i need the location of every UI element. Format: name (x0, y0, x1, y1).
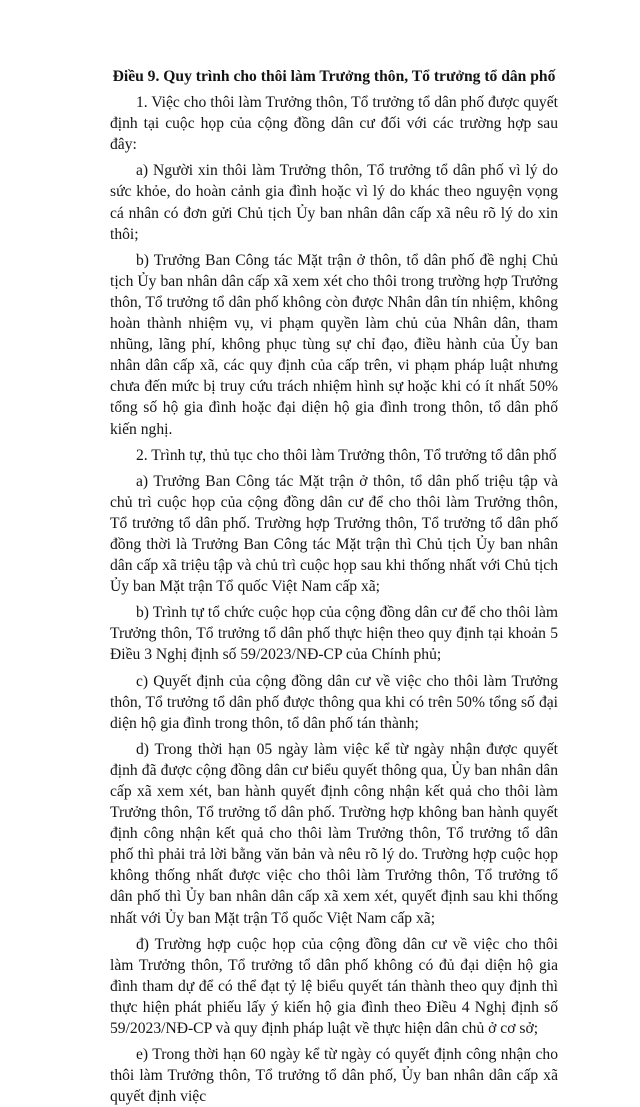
paragraph-2dd: đ) Trường hợp cuộc họp của cộng đồng dân cư về việc cho thôi làm Trưởng thôn, Tổ trưởng tổ dân phố không có đủ đại diện hộ gia đình tham dự để có thể đạt tỷ lệ biểu quyết tán thành theo quy định thì thực hiện phát phiếu lấy ý kiến hộ gia đình theo Điều 4 Nghị định số 59/2023/NĐ-CP và quy định pháp luật về thực hiện dân chủ ở cơ sở; (110, 935, 558, 1038)
paragraph-2: 2. Trình tự, thủ tục cho thôi làm Trưởng thôn, Tổ trưởng tổ dân phố (136, 446, 557, 464)
paragraph-1b: b) Trưởng Ban Công tác Mặt trận ở thôn, tổ dân phố đề nghị Chủ tịch Ủy ban nhân dân cấp xã xem xét cho thôi trong trường hợp Trưởng thôn, Tổ trưởng tổ dân phố không còn được Nhân dân tín nhiệm, không hoàn thành nhiệm vụ, vi phạm quyền làm chủ của Nhân dân, tham nhũng, lãng phí, không phục tùng sự chỉ đạo, điều hành của Ủy ban nhân dân cấp xã, các quy định của cấp trên, vi phạm pháp luật nhưng chưa đến mức bị truy cứu trách nhiệm hình sự hoặc khi có ít nhất 50% tổng số hộ gia đình hoặc đại diện hộ gia đình trong thôn, tổ dân phố kiến nghị. (110, 251, 558, 438)
paragraph-1: 1. Việc cho thôi làm Trưởng thôn, Tổ trưởng tổ dân phố được quyết định tại cuộc họp của cộng đồng dân cư đối với các trường hợp sau đây: (110, 94, 558, 154)
paragraph-2d: d) Trong thời hạn 05 ngày làm việc kể từ ngày nhận được quyết định đã được cộng đồng dân cư biểu quyết thông qua, Ủy ban nhân dân cấp xã xem xét, ban hành quyết định công nhận kết quả cho thôi làm Trưởng thôn, Tổ trưởng tổ dân phố. Trường hợp không ban hành quyết định công nhận kết quả cho thôi làm Trưởng thôn, Tổ trưởng tổ dân phố thì phải trả lời bằng văn bản và nêu rõ lý do. Trường hợp cuộc họp không thống nhất được việc cho thôi làm Trưởng thôn, Tổ trưởng tổ dân phố thì Ủy ban nhân dân cấp xã xem xét, quyết định sau khi thống nhất với Ủy ban Mặt trận Tổ quốc Việt Nam cấp xã; (110, 740, 558, 927)
article-title: Điều 9. Quy trình cho thôi làm Trưởng thôn, Tổ trưởng tổ dân phố (112, 68, 556, 85)
paragraph-2b: b) Trình tự tổ chức cuộc họp của cộng đồng dân cư để cho thôi làm Trưởng thôn, Tổ trưởng tổ dân phố thực hiện theo quy định tại khoản 5 Điều 3 Nghị định số 59/2023/NĐ-CP của Chính phủ; (110, 604, 558, 664)
paragraph-2a: a) Trưởng Ban Công tác Mặt trận ở thôn, tổ dân phố triệu tập và chủ trì cuộc họp của cộng đồng dân cư để cho thôi làm Trưởng thôn, Tổ trưởng tổ dân phố. Trường hợp Trưởng thôn, Tổ trưởng tổ dân phố đồng thời là Trưởng Ban Công tác Mặt trận thì Chủ tịch Ủy ban nhân dân cấp xã triệu tập và chủ trì cuộc họp sau khi thống nhất với Chủ tịch Ủy ban Mặt trận Tổ quốc Việt Nam cấp xã; (110, 472, 558, 596)
paragraph-1a: a) Người xin thôi làm Trưởng thôn, Tổ trưởng tổ dân phố vì lý do sức khỏe, do hoàn cảnh gia đình hoặc vì lý do khác theo nguyện vọng cá nhân có đơn gửi Chủ tịch Ủy ban nhân dân cấp xã nêu rõ lý do xin thôi; (110, 162, 558, 243)
paragraph-2e: e) Trong thời hạn 60 ngày kể từ ngày có quyết định công nhận cho thôi làm Trưởng thôn, Tổ trưởng tổ dân phố, Ủy ban nhân dân cấp xã quyết định việc (110, 1046, 558, 1106)
paragraph-2c: c) Quyết định của cộng đồng dân cư về việc cho thôi làm Trưởng thôn, Tổ trưởng tổ dân phố được thông qua khi có trên 50% tổng số đại diện hộ gia đình trong thôn, tổ dân phố tán thành; (110, 672, 558, 732)
